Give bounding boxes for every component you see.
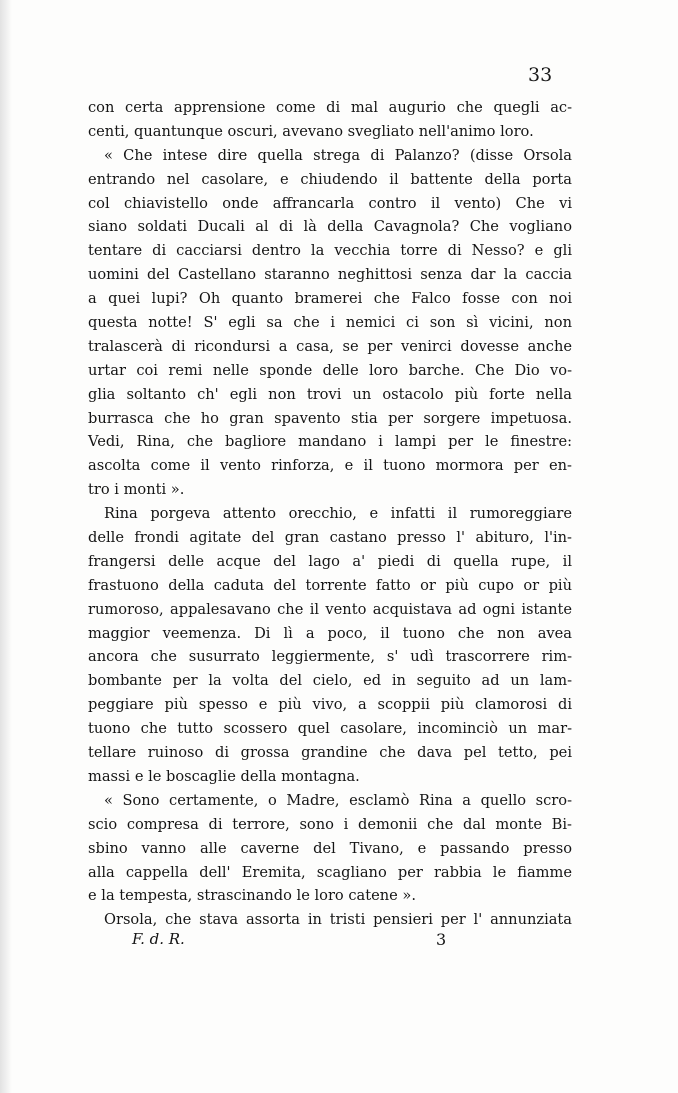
text-line: uomini del Castellano staranno neghittosi senza dar la caccia: [88, 266, 572, 284]
paragraph: [88, 908, 572, 932]
text-line: « Che intese dire quella strega di Palanzo? (disse Orsola: [104, 146, 572, 164]
paragraph: [88, 144, 572, 502]
text-line: « Sono certamente, o Madre, esclamò Rina a quello scro-: [104, 791, 572, 809]
text-line: burrasca che ho gran spavento stia per sorgere impetuosa.: [88, 409, 572, 427]
text-line: urtar coi remi nelle sponde delle loro barche. Che Dio vo-: [88, 361, 572, 379]
sheet-number: 3: [436, 930, 447, 949]
text-line: e la tempesta, strascinando le loro catene ».: [88, 887, 416, 905]
text-line: tentare di cacciarsi dentro la vecchia torre di Nesso? e gli: [88, 242, 572, 260]
body-text: [88, 96, 572, 932]
signature-mark: F. d. R.: [132, 930, 185, 948]
page-footer: [88, 930, 572, 954]
page-number: 33: [528, 64, 553, 86]
page-edge-shadow: [0, 0, 12, 1093]
text-line: siano soldati Ducali al di là della Cavagnola? Che vogliano: [88, 218, 572, 236]
text-line: con certa apprensione come di mal augurio che quegli ac-: [88, 99, 572, 116]
text-line: a quei lupi? Oh quanto bramerei che Falco fosse con noi: [88, 290, 572, 308]
text-line: questa notte! S' egli sa che i nemici ci son sì vicini, non: [88, 314, 572, 332]
text-line: tellare ruinoso di grossa grandine che dava pel tetto, pei: [88, 744, 572, 762]
text-line: maggior veemenza. Di lì a poco, il tuono che non avea: [88, 624, 572, 642]
text-line: col chiavistello onde affrancarla contro il vento) Che vi: [88, 194, 572, 212]
text-line: Vedi, Rina, che bagliore mandano i lampi per le finestre:: [88, 433, 572, 451]
text-line: entrando nel casolare, e chiudendo il battente della porta: [88, 170, 572, 188]
text-line: ancora che susurrato leggiermente, s' udì trascorrere rim-: [88, 648, 572, 666]
text-line: glia soltanto ch' egli non trovi un ostacolo più forte nella: [88, 385, 572, 403]
text-line: tro i monti ».: [88, 481, 185, 499]
text-line: Orsola, che stava assorta in tristi pensieri per l' annunziata: [104, 911, 572, 929]
text-line: scio compresa di terrore, sono i demonii che dal monte Bi-: [88, 815, 572, 833]
text-line: bombante per la volta del cielo, ed in seguito ad un lam-: [88, 672, 572, 690]
text-line: sbino vanno alle caverne del Tivano, e passando presso: [88, 839, 572, 857]
text-line: centi, quantunque oscuri, avevano svegliato nell'animo loro.: [88, 122, 534, 140]
text-line: massi e le boscaglie della montagna.: [88, 767, 360, 785]
paragraph: [88, 789, 572, 908]
paragraph: [88, 502, 572, 789]
text-line: ascolta come il vento rinforza, e il tuono mormora per en-: [88, 457, 572, 475]
text-line: frangersi delle acque del lago a' piedi di quella rupe, il: [88, 552, 572, 570]
text-line: tuono che tutto scossero quel casolare, incominciò un mar-: [88, 720, 572, 738]
text-line: delle frondi agitate del gran castano presso l' abituro, l'in-: [88, 529, 572, 547]
text-line: Rina porgeva attento orecchio, e infatti il rumoreggiare: [104, 505, 572, 523]
text-line: alla cappella dell' Eremita, scagliano per rabbia le fiamme: [88, 863, 572, 881]
text-line: peggiare più spesso e più vivo, a scoppii più clamorosi di: [88, 696, 572, 714]
text-line: tralascerà di ricondursi a casa, se per venirci dovesse anche: [88, 337, 572, 355]
text-line: frastuono della caduta del torrente fatto or più cupo or più: [88, 576, 572, 594]
paragraph: [88, 96, 572, 144]
text-line: rumoroso, appalesavano che il vento acquistava ad ogni istante: [88, 600, 572, 618]
